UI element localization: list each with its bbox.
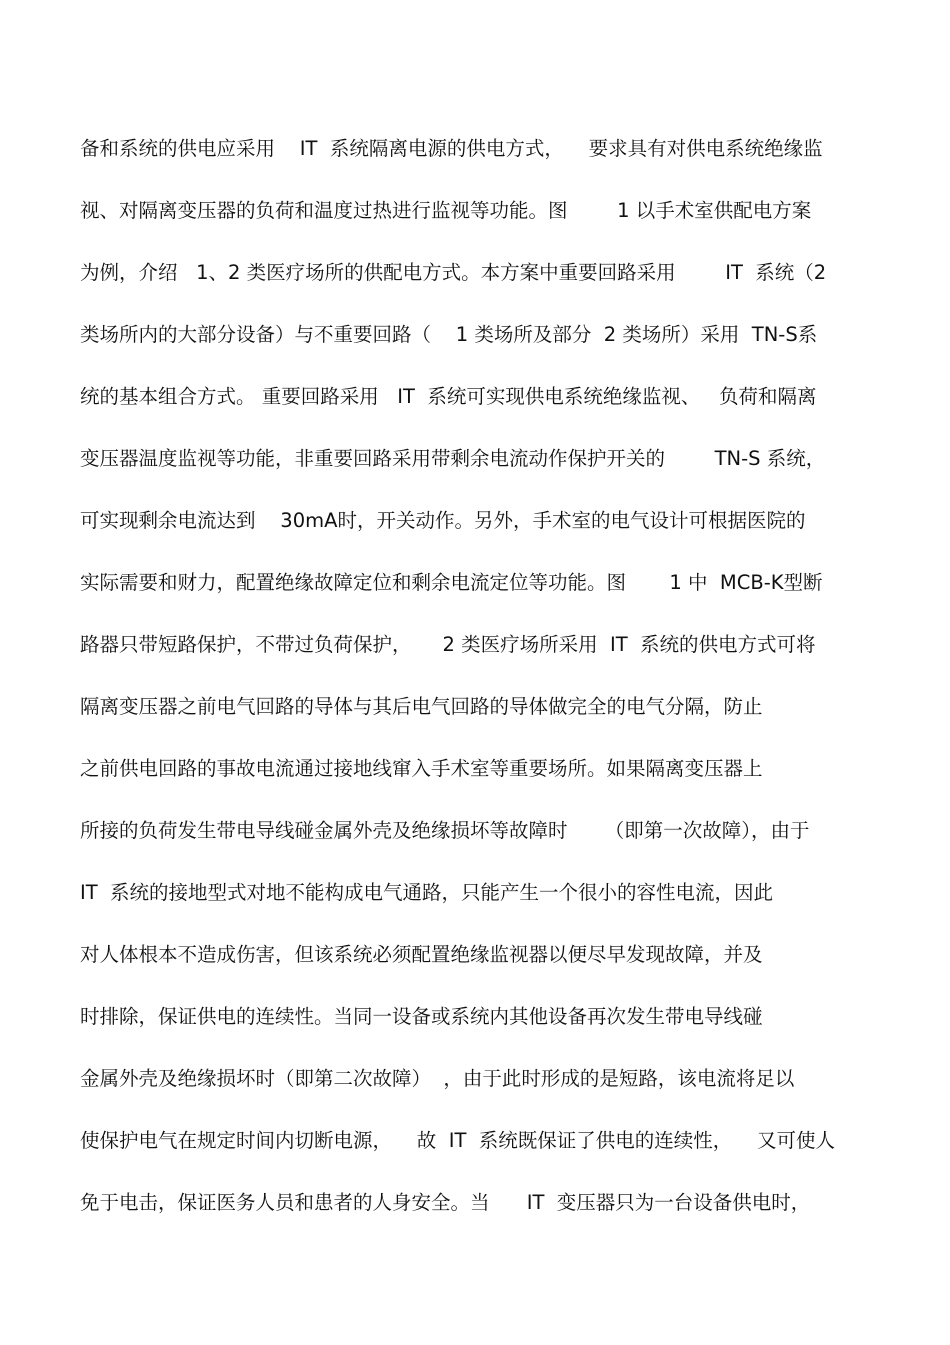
text-line-6: 变压器温度监视等功能，非重要回路采用带剩余电流动作保护开关的 TN-S 系统， <box>80 447 826 470</box>
body-text <box>80 130 880 1246</box>
text-line-13: IT 系统的接地型式对地不能构成电气通路，只能产生一个很小的容性电流，因此 <box>80 881 774 904</box>
text-line-10: 隔离变压器之前电气回路的导体与其后电气回路的导体做完全的电气分隔，防止 <box>80 695 763 718</box>
text-line-14: 对人体根本不造成伤害，但该系统必须配置绝缘监视器以便尽早发现故障，并及 <box>80 943 763 966</box>
text-line-11: 之前供电回路的事故电流通过接地线窜入手术室等重要场所。如果隔离变压器上 <box>80 757 763 780</box>
text-line-17: 使保护电气在规定时间内切断电源， 故 IT 系统既保证了供电的连续性， 又可使人 <box>80 1129 836 1152</box>
text-line-3: 为例，介绍 1、2 类医疗场所的供配电方式。本方案中重要回路采用 IT 系统（2 <box>80 261 827 284</box>
text-line-16: 金属外壳及绝缘损坏时（即第二次故障） ，由于此时形成的是短路，该电流将足以 <box>80 1067 795 1090</box>
text-line-15: 时排除，保证供电的连续性。当同一设备或系统内其他设备再次发生带电导线碰 <box>80 1005 763 1028</box>
text-line-8: 实际需要和财力，配置绝缘故障定位和剩余电流定位等功能。图 1 中 MCB-K型断 <box>80 571 823 594</box>
text-line-7: 可实现剩余电流达到 30mA时，开关动作。另外，手术室的电气设计可根据医院的 <box>80 509 806 532</box>
text-line-9: 路器只带短路保护，不带过负荷保护， 2 类医疗场所采用 IT 系统的供电方式可将 <box>80 633 816 656</box>
text-line-2: 视、对隔离变压器的负荷和温度过热进行监视等功能。图 1 以手术室供配电方案 <box>80 199 812 222</box>
text-line-12: 所接的负荷发生带电导线碰金属外壳及绝缘损坏等故障时 （即第一次故障），由于 <box>80 819 810 842</box>
text-line-5: 统的基本组合方式。 重要回路采用 IT 系统可实现供电系统绝缘监视、 负荷和隔离 <box>80 385 817 408</box>
text-line-1: 备和系统的供电应采用 IT 系统隔离电源的供电方式， 要求具有对供电系统绝缘监 <box>80 137 823 160</box>
text-line-18: 免于电击，保证医务人员和患者的人身安全。当 IT 变压器只为一台设备供电时， <box>80 1191 811 1214</box>
text-line-4: 类场所内的大部分设备）与不重要回路（ 1 类场所及部分 2 类场所）采用 TN-S系 <box>80 323 818 346</box>
